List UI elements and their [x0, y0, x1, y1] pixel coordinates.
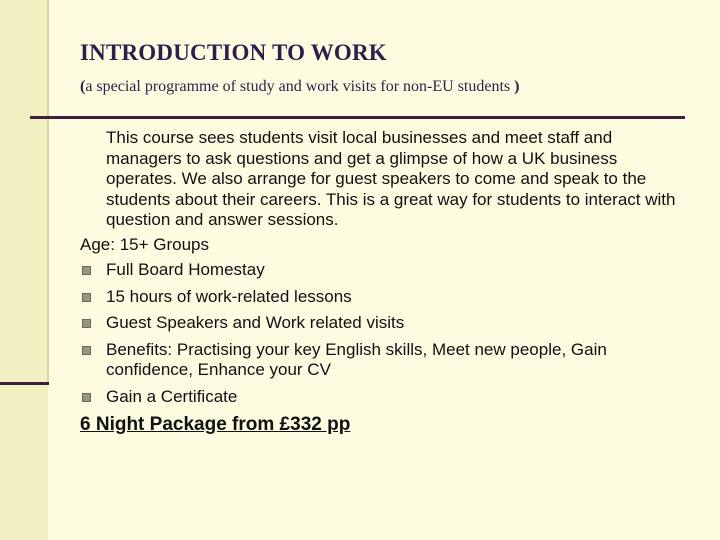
subtitle-close-paren: ) — [514, 78, 520, 95]
header-divider — [30, 116, 685, 119]
side-band — [0, 0, 48, 540]
square-bullet-icon — [82, 293, 91, 302]
slide-subtitle — [80, 78, 519, 96]
square-bullet-icon — [82, 393, 91, 402]
side-rule — [47, 0, 49, 384]
subtitle-text: a special programme of study and work visits for non-EU students — [85, 78, 511, 95]
list-item: Guest Speakers and Work related visits — [80, 313, 690, 334]
square-bullet-icon — [82, 319, 91, 328]
package-price: 6 Night Package from £332 pp — [80, 414, 351, 435]
feature-list — [80, 260, 690, 407]
slide-title: INTRODUCTION TO WORK — [80, 40, 387, 65]
list-item: Gain a Certificate — [80, 387, 690, 408]
square-bullet-icon — [82, 346, 91, 355]
list-item: 15 hours of work-related lessons — [80, 287, 690, 308]
side-accent-bar — [0, 382, 49, 385]
slide-body — [80, 128, 690, 436]
list-item: Benefits: Practising your key English skills, Meet new people, Gain confidence, Enhance your CV — [80, 340, 690, 381]
subtitle-open-paren: ( — [80, 78, 86, 95]
list-item: Full Board Homestay — [80, 260, 690, 281]
square-bullet-icon — [82, 266, 91, 275]
intro-paragraph: This course sees students visit local businesses and meet staff and managers to ask questions and get a glimpse of how a UK business operates. We also arrange for guest speakers to come and speak to the students about their careers. This is a great way for students to interact with question and answer sessions. — [106, 128, 676, 229]
age-line: Age: 15+ Groups — [80, 234, 210, 254]
